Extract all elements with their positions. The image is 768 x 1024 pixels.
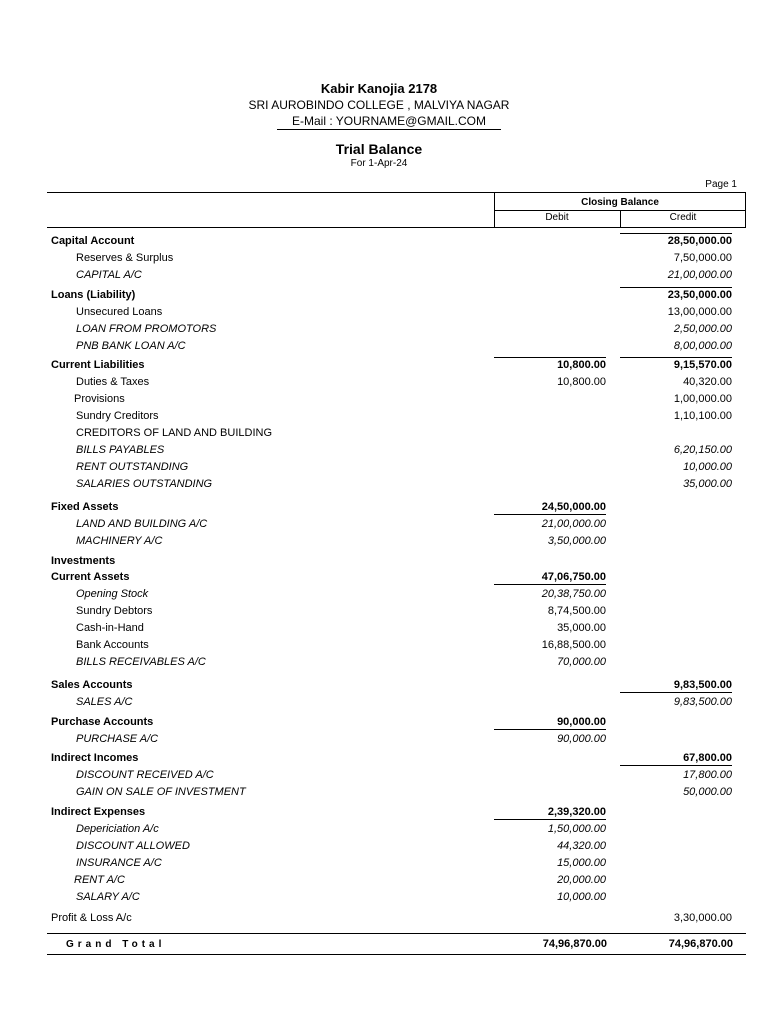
row-debit: 3,50,000.00 [547,535,606,547]
row-debit: 24,50,000.00 [494,501,606,515]
grand-total-credit: 74,96,870.00 [668,938,733,950]
ledger-row [0,912,768,928]
row-credit: 3,30,000.00 [673,912,732,924]
company-name: Kabir Kanojia 2178 [320,81,438,96]
row-label: Sundry Creditors [76,410,159,422]
ledger-row [0,840,768,856]
row-label: Cash-in-Hand [76,622,144,634]
row-debit: 10,800.00 [494,357,606,371]
row-label: LAND AND BUILDING A/C [76,518,208,530]
group-row [0,806,768,822]
row-label: CAPITAL A/C [76,269,142,281]
ledger-row [0,427,768,443]
ledger-row [0,444,768,460]
row-label: RENT OUTSTANDING [76,461,189,473]
ledger-row [0,306,768,322]
row-debit: 20,38,750.00 [541,588,606,600]
ledger-row [0,891,768,907]
row-debit: 16,88,500.00 [541,639,606,651]
row-label: Current Assets [51,571,130,583]
row-credit: 17,800.00 [683,769,732,781]
grand-total-row [47,933,746,955]
row-debit: 15,000.00 [557,857,606,869]
row-label: Indirect Incomes [51,752,139,764]
row-label: DISCOUNT RECEIVED A/C [76,769,214,781]
row-credit: 8,00,000.00 [673,340,732,352]
row-credit: 6,20,150.00 [673,444,732,456]
ledger-row [0,786,768,802]
row-credit: 10,000.00 [683,461,732,473]
row-credit: 9,83,500.00 [620,679,732,693]
row-label: RENT A/C [74,874,125,886]
ledger-row [0,252,768,268]
row-label: CREDITORS OF LAND AND BUILDING [76,427,272,439]
header-top-rule [47,192,746,193]
row-debit: 10,800.00 [557,376,606,388]
row-label: Profit & Loss A/c [51,912,132,924]
row-label: BILLS RECEIVABLES A/C [76,656,206,668]
ledger-row [0,340,768,356]
row-credit: 9,83,500.00 [673,696,732,708]
ledger-row [0,461,768,477]
ledger-row [0,376,768,392]
row-debit: 10,000.00 [557,891,606,903]
credit-header: Credit [669,212,697,223]
row-credit: 7,50,000.00 [673,252,732,264]
group-row [0,235,768,251]
row-label: Loans (Liability) [51,289,136,301]
row-credit: 21,00,000.00 [667,269,732,281]
ledger-row [0,874,768,890]
row-label: INSURANCE A/C [76,857,162,869]
row-debit: 20,000.00 [557,874,606,886]
grand-total-debit: 74,96,870.00 [542,938,607,950]
row-label: Purchase Accounts [51,716,154,728]
row-label: BILLS PAYABLES [76,444,165,456]
row-credit: 40,320.00 [683,376,732,388]
row-label: Unsecured Loans [76,306,163,318]
ledger-row [0,622,768,638]
row-label: Sales Accounts [51,679,133,691]
ledger-row [0,518,768,534]
report-title: Trial Balance [335,141,423,157]
row-label: Sundry Debtors [76,605,153,617]
row-label: Depericiation A/c [76,823,159,835]
row-debit: 70,000.00 [557,656,606,668]
ledger-row [0,656,768,672]
row-debit: 44,320.00 [557,840,606,852]
row-label: GAIN ON SALE OF INVESTMENT [76,786,246,798]
row-label: PNB BANK LOAN A/C [76,340,186,352]
row-credit: 50,000.00 [683,786,732,798]
row-label: Provisions [74,393,125,405]
row-label: SALES A/C [76,696,133,708]
row-debit: 8,74,500.00 [547,605,606,617]
row-label: Current Liabilities [51,359,145,371]
row-label: DISCOUNT ALLOWED [76,840,190,852]
group-row [0,716,768,732]
group-row [0,359,768,375]
row-debit: 35,000.00 [557,622,606,634]
row-debit: 90,000.00 [494,716,606,730]
ledger-row [0,588,768,604]
ledger-row [0,393,768,409]
row-debit: 90,000.00 [557,733,606,745]
group-row [0,679,768,695]
ledger-row [0,769,768,785]
row-label: LOAN FROM PROMOTORS [76,323,217,335]
debit-header: Debit [545,212,569,223]
row-label: Opening Stock [76,588,149,600]
row-credit: 13,00,000.00 [667,306,732,318]
ledger-row [0,639,768,655]
row-label: SALARY A/C [76,891,140,903]
row-credit: 9,15,570.00 [620,357,732,371]
row-credit: 2,50,000.00 [673,323,732,335]
row-debit: 47,06,750.00 [494,571,606,585]
ledger-row [0,410,768,426]
ledger-row [0,696,768,712]
grand-total-label: Grand Total [66,939,166,950]
row-credit: 1,10,100.00 [673,410,732,422]
group-row [0,571,768,587]
company-email: E-Mail : YOURNAME@GMAIL.COM [277,115,501,130]
ledger-row [0,269,768,285]
group-row [0,752,768,768]
group-row [0,501,768,517]
row-label: SALARIES OUTSTANDING [76,478,213,490]
row-debit: 21,00,000.00 [541,518,606,530]
row-debit: 2,39,320.00 [494,806,606,820]
row-label: PURCHASE A/C [76,733,159,745]
company-address: SRI AUROBINDO COLLEGE , MALVIYA NAGAR [248,98,510,112]
ledger-row [0,605,768,621]
row-credit: 23,50,000.00 [620,287,732,301]
row-label: Indirect Expenses [51,806,146,818]
ledger-row [0,323,768,339]
row-label: Capital Account [51,235,135,247]
ledger-row [0,535,768,551]
row-credit: 28,50,000.00 [620,233,732,247]
row-debit: 1,50,000.00 [547,823,606,835]
closing-balance-header: Closing Balance [581,197,659,208]
group-row [0,289,768,305]
page-number: Page 1 [705,179,737,190]
ledger-row [0,733,768,749]
row-label: Fixed Assets [51,501,119,513]
row-label: MACHINERY A/C [76,535,163,547]
header-bottom-rule [47,227,746,228]
ledger-row [0,478,768,494]
row-label: Duties & Taxes [76,376,150,388]
report-period: For 1-Apr-24 [350,158,408,169]
row-label: Investments [51,555,116,567]
ledger-row [0,823,768,839]
row-label: Bank Accounts [76,639,149,651]
row-label: Reserves & Surplus [76,252,174,264]
row-credit: 1,00,000.00 [673,393,732,405]
group-row [0,555,768,571]
row-credit: 67,800.00 [620,752,732,766]
row-credit: 35,000.00 [683,478,732,490]
ledger-row [0,857,768,873]
